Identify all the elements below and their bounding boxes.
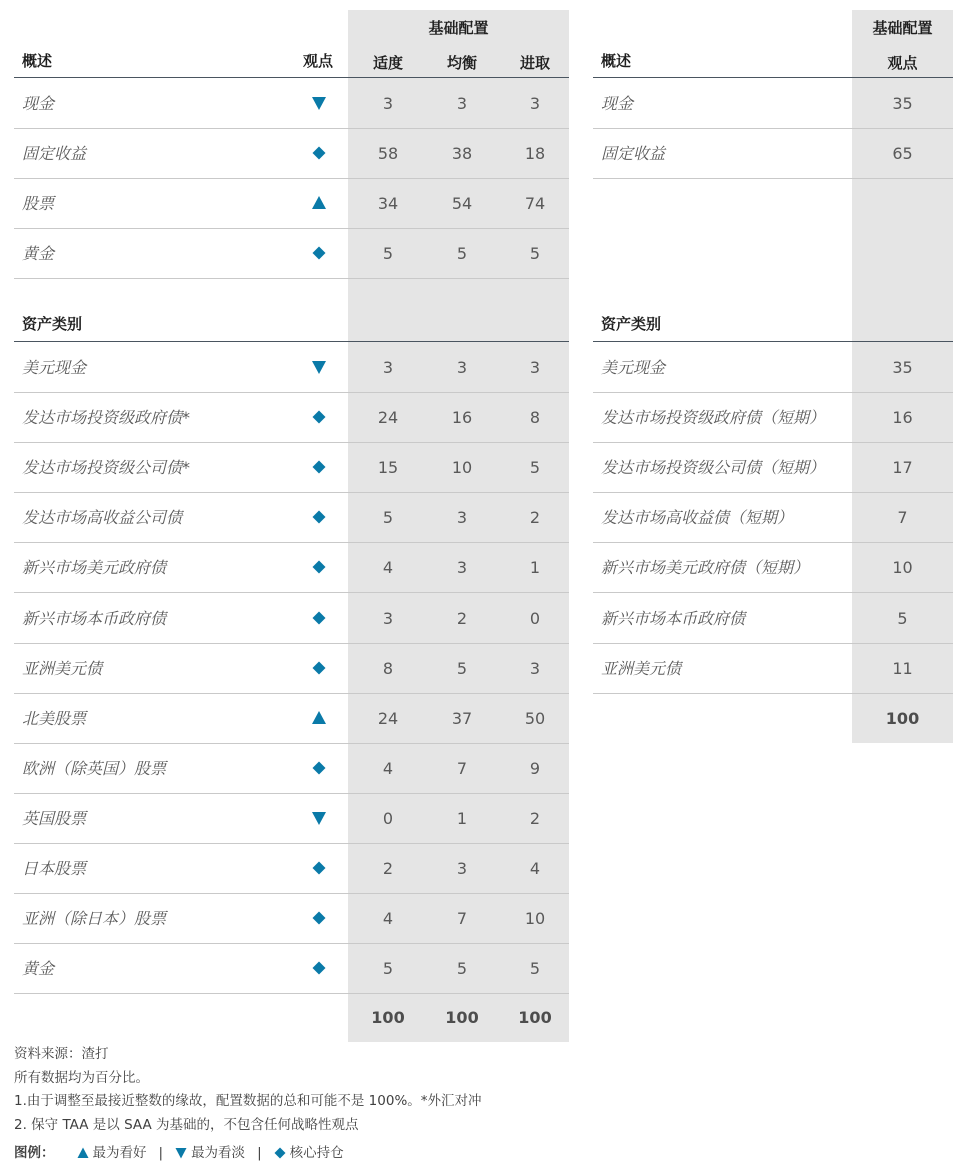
cell-moderate: 8 [382, 658, 394, 678]
cell-moderate: 4 [382, 758, 394, 778]
cell-aggressive: 2 [529, 808, 541, 828]
cell-balanced: 3 [456, 358, 468, 377]
cell-balanced: 5 [456, 658, 468, 678]
diamond-icon [274, 1147, 286, 1159]
right-total: 100 [885, 709, 920, 728]
right-group-header: 基础配置 [872, 19, 933, 37]
cell-moderate: 4 [382, 558, 394, 578]
row-label: 亚洲美元债 [22, 658, 103, 678]
cell-value: 65 [892, 144, 913, 163]
cell-moderate: 24 [377, 708, 399, 728]
row-label: 北美股票 [22, 708, 87, 728]
legend-item-neutral-label: 核心持仓 [289, 1145, 344, 1161]
triangle-up-icon [77, 1147, 89, 1159]
row-divider [593, 693, 953, 694]
row-label: 日本股票 [22, 859, 87, 878]
row-label: 固定收益 [601, 144, 666, 163]
diamond-icon [311, 860, 327, 876]
cell-value: 35 [892, 358, 913, 377]
cell-aggressive: 3 [529, 358, 541, 377]
cell-aggressive: 5 [529, 458, 541, 478]
cell-moderate: 2 [382, 859, 394, 878]
row-label: 美元现金 [601, 358, 666, 377]
triangle-down-icon [311, 359, 327, 375]
left-total-aggressive: 100 [518, 1008, 552, 1027]
legend-item-up-label: 最为看好 [92, 1145, 147, 1161]
diamond-icon [311, 610, 327, 626]
diamond-icon [311, 409, 327, 425]
cell-moderate: 5 [382, 508, 394, 528]
cell-aggressive: 0 [529, 608, 541, 628]
cell-balanced: 3 [456, 558, 468, 578]
triangle-down-icon [175, 1147, 187, 1159]
left-col-moderate: 适度 [372, 54, 403, 72]
legend-separator: | [257, 1145, 262, 1161]
cell-balanced: 37 [451, 708, 473, 728]
right-asset-class-header: 资产类别 [601, 315, 662, 333]
footnote-1: 1.由于调整至最接近整数的缘故，配置数据的总和可能不是 100%。*外汇对冲 [14, 1093, 482, 1109]
cell-moderate: 5 [382, 244, 394, 263]
cell-moderate: 3 [382, 94, 394, 113]
row-label: 黄金 [22, 244, 55, 263]
row-label: 发达市场投资级公司债* [22, 458, 191, 478]
cell-value: 7 [897, 508, 908, 528]
row-divider [593, 178, 953, 179]
row-label: 美元现金 [22, 358, 87, 377]
right-col-summary: 概述 [601, 52, 632, 70]
cell-balanced: 5 [456, 244, 468, 263]
row-label: 英国股票 [22, 808, 87, 828]
cell-aggressive: 5 [529, 244, 541, 263]
row-label: 亚洲美元债 [601, 658, 682, 678]
row-label: 新兴市场本币政府债 [22, 608, 167, 628]
cell-value: 11 [892, 658, 913, 678]
triangle-up-icon [311, 710, 327, 726]
cell-aggressive: 3 [529, 658, 541, 678]
left-total-balanced: 100 [445, 1008, 479, 1027]
cell-balanced: 10 [451, 458, 473, 478]
diamond-icon [311, 509, 327, 525]
legend [14, 1144, 344, 1162]
cell-moderate: 58 [377, 144, 399, 163]
cell-moderate: 3 [382, 608, 394, 628]
cell-aggressive: 18 [524, 144, 546, 163]
row-label: 新兴市场美元政府债 [22, 558, 167, 578]
cell-aggressive: 9 [529, 758, 541, 778]
left-col-balanced: 均衡 [446, 54, 477, 72]
diamond-icon [311, 145, 327, 161]
cell-balanced: 2 [456, 608, 468, 628]
cell-moderate: 5 [382, 959, 394, 979]
cell-value: 5 [897, 608, 908, 628]
cell-moderate: 24 [377, 408, 399, 428]
row-label: 亚洲（除日本）股票 [22, 909, 167, 929]
left-col-summary: 概述 [22, 52, 53, 70]
cell-aggressive: 74 [524, 194, 546, 213]
cell-balanced: 7 [456, 909, 468, 929]
cell-balanced: 7 [456, 758, 468, 778]
triangle-down-icon [311, 95, 327, 111]
row-label: 新兴市场本币政府债 [601, 608, 746, 628]
row-label: 股票 [22, 194, 55, 213]
triangle-up-icon [311, 195, 327, 211]
row-label: 发达市场高收益债（短期） [601, 508, 794, 528]
cell-aggressive: 8 [529, 408, 541, 428]
cell-balanced: 5 [456, 959, 468, 979]
cell-balanced: 3 [456, 859, 468, 878]
row-label: 固定收益 [22, 144, 87, 163]
row-divider [14, 993, 569, 994]
cell-balanced: 38 [451, 144, 473, 163]
row-label: 发达市场投资级政府债（短期） [601, 408, 826, 428]
right-col-view: 观点 [887, 54, 918, 72]
legend-separator: | [158, 1145, 164, 1161]
legend-title: 图例： [14, 1145, 55, 1161]
row-label: 新兴市场美元政府债（短期） [601, 558, 810, 578]
cell-moderate: 4 [382, 909, 394, 929]
cell-aggressive: 3 [529, 94, 541, 113]
row-label: 黄金 [22, 959, 55, 979]
diamond-icon [311, 559, 327, 575]
diamond-icon [311, 960, 327, 976]
cell-balanced: 54 [451, 194, 473, 213]
diamond-icon [311, 459, 327, 475]
diamond-icon [311, 910, 327, 926]
cell-moderate: 3 [382, 358, 394, 377]
cell-balanced: 1 [456, 808, 468, 828]
cell-balanced: 16 [451, 408, 473, 428]
footnote-percent: 所有数据均为百分比。 [14, 1070, 149, 1086]
cell-value: 17 [892, 458, 913, 478]
left-col-view: 观点 [303, 52, 334, 70]
diamond-icon [311, 245, 327, 261]
footnote-source: 资料来源：渣打 [14, 1046, 109, 1062]
cell-value: 10 [892, 558, 913, 578]
cell-value: 16 [892, 408, 913, 428]
cell-aggressive: 2 [529, 508, 541, 528]
diamond-icon [311, 760, 327, 776]
cell-moderate: 15 [377, 458, 399, 478]
cell-value: 35 [892, 94, 913, 113]
left-asset-class-header: 资产类别 [22, 315, 83, 333]
cell-aggressive: 10 [524, 909, 546, 929]
row-label: 现金 [601, 94, 634, 113]
cell-aggressive: 4 [529, 859, 541, 878]
triangle-down-icon [311, 810, 327, 826]
row-divider [14, 278, 569, 279]
row-label: 欧洲（除英国）股票 [22, 758, 167, 778]
left-total-moderate: 100 [371, 1008, 405, 1027]
row-label: 发达市场投资级政府债* [22, 408, 191, 428]
cell-balanced: 3 [456, 94, 468, 113]
legend-item-down-label: 最为看淡 [191, 1145, 246, 1161]
cell-moderate: 34 [377, 194, 399, 213]
cell-moderate: 0 [382, 808, 394, 828]
row-label: 发达市场投资级公司债（短期） [601, 458, 826, 478]
left-group-header: 基础配置 [428, 19, 489, 37]
cell-balanced: 3 [456, 508, 468, 528]
cell-aggressive: 50 [524, 708, 546, 728]
cell-aggressive: 5 [529, 959, 541, 979]
left-col-aggressive: 进取 [519, 54, 550, 72]
diamond-icon [311, 660, 327, 676]
cell-aggressive: 1 [529, 558, 541, 578]
row-label: 发达市场高收益公司债 [22, 508, 183, 528]
row-label: 现金 [22, 94, 55, 113]
footnote-2: 2. 保守 TAA 是以 SAA 为基础的，不包含任何战略性观点 [14, 1117, 359, 1133]
